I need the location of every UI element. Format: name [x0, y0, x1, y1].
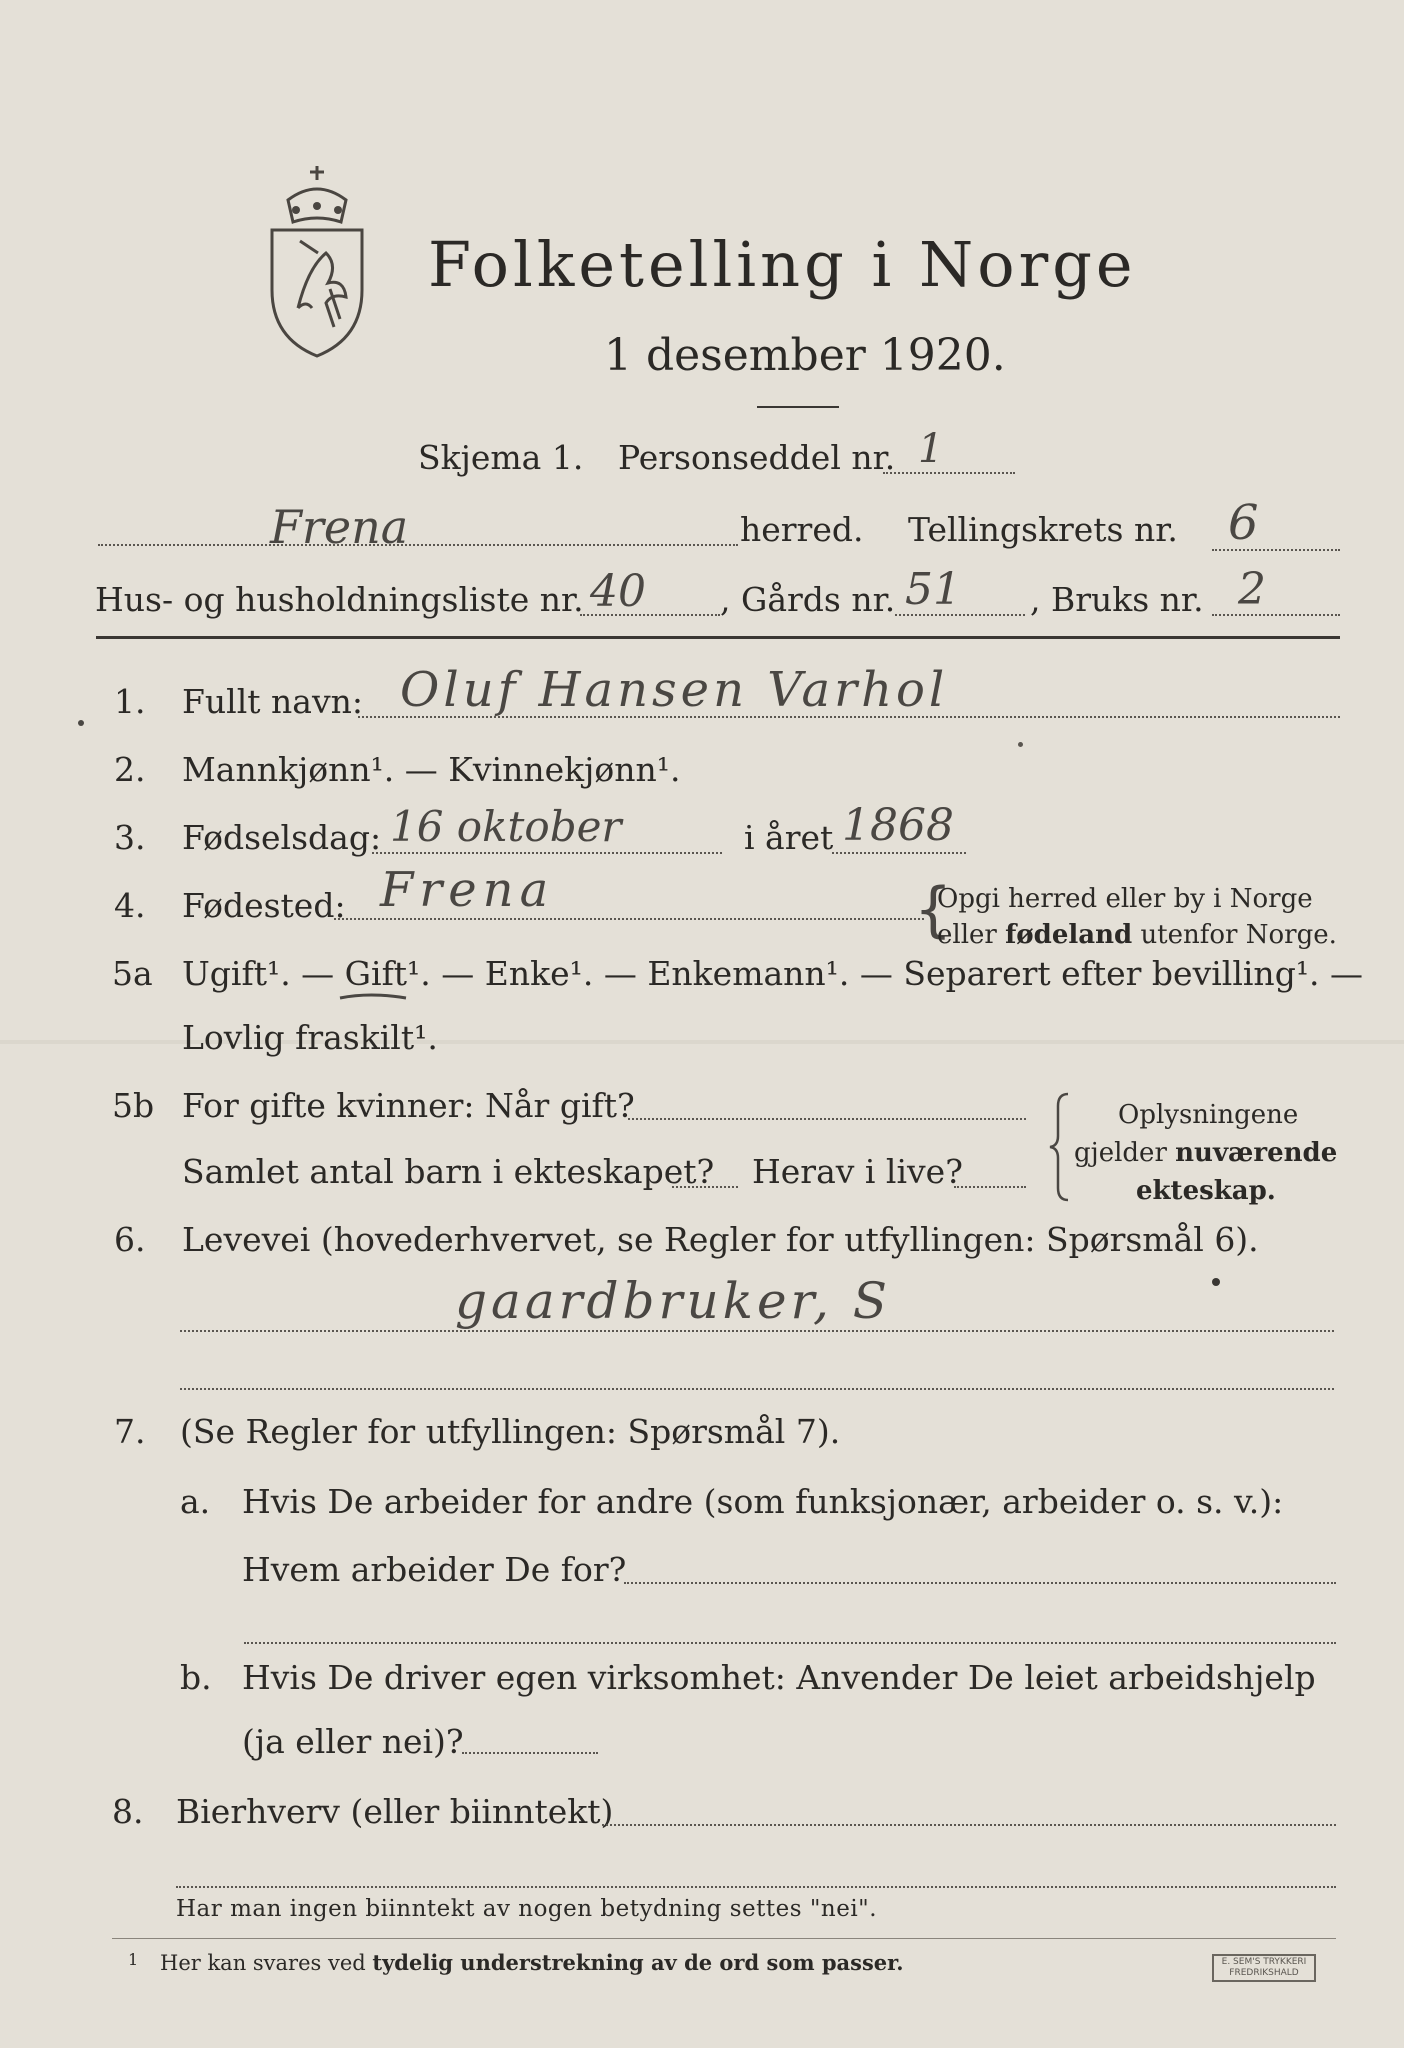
herred-field[interactable]	[98, 544, 738, 546]
ink-dot	[78, 720, 84, 726]
footnote-text: Her kan svares ved tydelig understrekning av de ord som passer.	[160, 1950, 904, 1975]
q4-brace: {	[914, 875, 953, 945]
q4-note2: eller fødeland utenfor Norge.	[937, 920, 1337, 950]
header-rule	[96, 636, 1340, 639]
q8-number: 8.	[112, 1792, 144, 1831]
q5b-note2: gjelder nuværende	[1074, 1138, 1338, 1168]
q4-label: Fødested:	[182, 886, 346, 925]
q4-field[interactable]	[334, 918, 924, 920]
q5b-label3: Herav i live?	[752, 1152, 963, 1191]
q1-label: Fullt navn:	[182, 682, 363, 721]
q7b-label2: (ja eller nei)?	[242, 1722, 464, 1761]
gift-underline-mark	[338, 990, 408, 1002]
hus-value: 40	[590, 566, 646, 617]
q6-value: gaardbruker, S	[455, 1272, 891, 1330]
q5b-label2: Samlet antal barn i ekteskapet?	[182, 1152, 715, 1191]
q6-field-2[interactable]	[180, 1388, 1334, 1390]
q4-number: 4.	[114, 886, 146, 925]
q5b-brace	[1044, 1090, 1074, 1204]
q5b-alive-field[interactable]	[954, 1186, 1026, 1188]
q1-number: 1.	[114, 682, 146, 721]
gards-value: 51	[905, 564, 961, 615]
q7-label: (Se Regler for utfyllingen: Spørsmål 7).	[180, 1412, 841, 1451]
q5b-number: 5b	[112, 1086, 155, 1125]
q3-label: Fødselsdag:	[182, 818, 382, 857]
q8-note: Har man ingen biinntekt av nogen betydning settes "nei".	[176, 1896, 878, 1922]
coat-of-arms-icon	[258, 158, 376, 363]
q6-label: Levevei (hovederhvervet, se Regler for utfyllingen: Spørsmål 6).	[182, 1220, 1259, 1259]
q7a-number: a.	[180, 1482, 211, 1521]
q7b-field[interactable]	[462, 1752, 598, 1754]
q7a-label2: Hvem arbeider De for?	[242, 1550, 627, 1589]
personseddel-field[interactable]	[883, 472, 1015, 474]
footnote-rule	[112, 1938, 1336, 1939]
q7a-field-2[interactable]	[244, 1642, 1336, 1644]
q4-value: Frena	[380, 862, 555, 918]
q3-year-value: 1868	[842, 800, 954, 851]
bruks-field[interactable]	[1212, 614, 1340, 616]
form-date: 1 desember 1920.	[604, 330, 1006, 381]
q5b-children-field[interactable]	[672, 1186, 738, 1188]
tellingskrets-label: Tellingskrets nr.	[908, 510, 1178, 549]
q6-number: 6.	[114, 1220, 146, 1259]
q8-field[interactable]	[602, 1824, 1336, 1826]
q3-year-label: i året	[744, 818, 834, 857]
q7-number: 7.	[114, 1412, 146, 1451]
q7b-number: b.	[180, 1658, 212, 1697]
form-title: Folketelling i Norge	[428, 228, 1137, 301]
q8-field-2[interactable]	[176, 1886, 1336, 1888]
q5a-number: 5a	[112, 954, 153, 993]
q1-value: Oluf Hansen Varhol	[400, 662, 949, 718]
herred-value: Frena	[270, 500, 409, 554]
tellingskrets-value: 6	[1228, 495, 1259, 551]
ink-dot	[1212, 1278, 1220, 1286]
q5b-note1: Oplysningene	[1118, 1100, 1299, 1130]
q5a-label: Ugift¹. — Gift¹. — Enke¹. — Enkemann¹. — Separert efter bevilling¹. —	[182, 954, 1364, 993]
q8-label: Bierhverv (eller biinntekt)	[176, 1792, 614, 1831]
skjema-label: Skjema 1.	[418, 438, 584, 477]
personseddel-value: 1	[918, 426, 944, 472]
bruks-label: , Bruks nr.	[1030, 580, 1204, 619]
bruks-value: 2	[1238, 564, 1266, 615]
q7a-field[interactable]	[624, 1582, 1336, 1584]
q5b-label: For gifte kvinner: Når gift?	[182, 1086, 635, 1125]
printer-stamp: E. SEM'S TRYKKERI FREDRIKSHALD	[1212, 1954, 1316, 1982]
gards-label: , Gårds nr.	[720, 580, 896, 619]
q3-value: 16 oktober	[390, 802, 622, 851]
q2-label: Mannkjønn¹. — Kvinnekjønn¹.	[182, 750, 681, 789]
footnote-mark: 1	[128, 1950, 139, 1969]
title-divider	[757, 406, 839, 408]
q3-year-field[interactable]	[832, 852, 966, 854]
q6-field[interactable]	[180, 1330, 1334, 1332]
q7a-label: Hvis De arbeider for andre (som funksjonær, arbeider o. s. v.):	[242, 1482, 1284, 1521]
q3-number: 3.	[114, 818, 146, 857]
q5b-note3: ekteskap.	[1136, 1176, 1276, 1206]
q4-note1: Opgi herred eller by i Norge	[937, 884, 1313, 914]
q5a-label2: Lovlig fraskilt¹.	[182, 1018, 438, 1057]
q2-number: 2.	[114, 750, 146, 789]
hus-label: Hus- og husholdningsliste nr.	[95, 580, 584, 619]
herred-label: herred.	[740, 510, 864, 549]
personseddel-label: Personseddel nr.	[618, 438, 896, 477]
q7b-label: Hvis De driver egen virksomhet: Anvender De leiet arbeidshjelp	[242, 1658, 1316, 1697]
q3-day-field[interactable]	[372, 852, 722, 854]
q5b-married-field[interactable]	[628, 1118, 1026, 1120]
ink-dot	[1018, 742, 1023, 747]
